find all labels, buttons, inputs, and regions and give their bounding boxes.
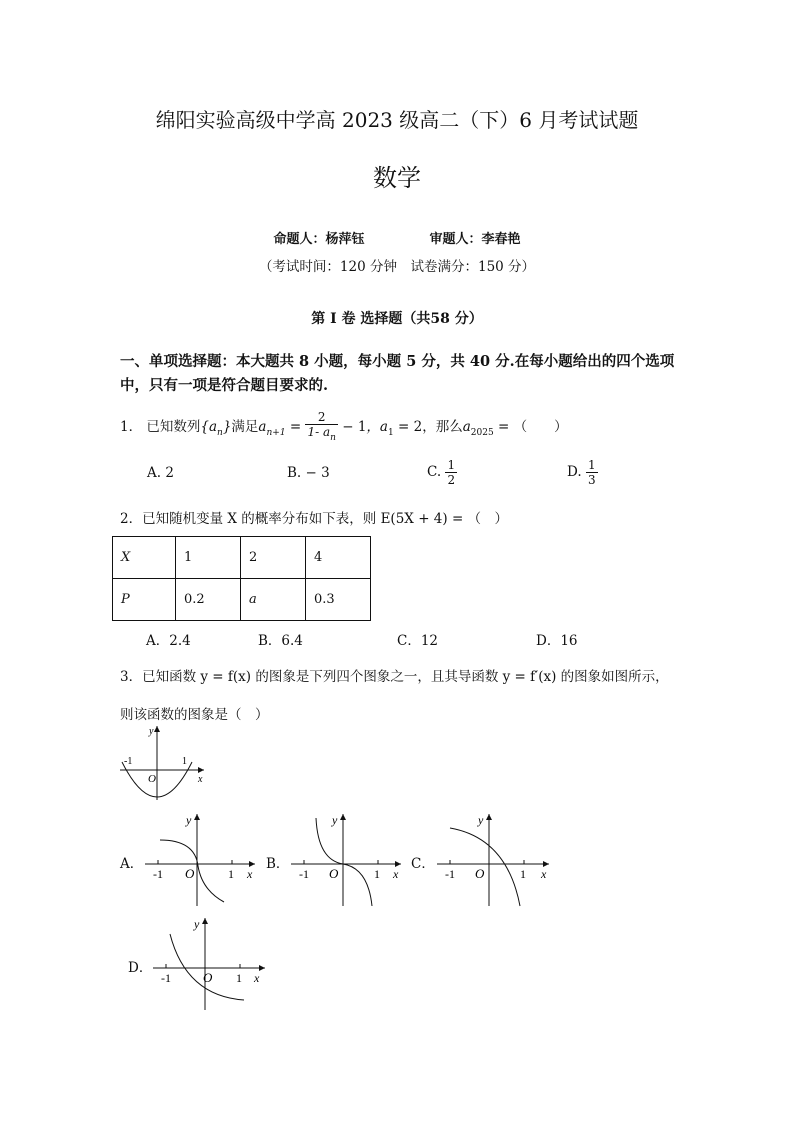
- svg-text:1: 1: [228, 867, 234, 881]
- svg-text:x: x: [247, 867, 253, 881]
- table-row: P 0.2 a 0.3: [113, 579, 371, 621]
- q1-option-d[interactable]: D. $\frac{1}{3}$: [567, 458, 596, 487]
- svg-text:x: x: [393, 867, 399, 881]
- q3-option-d-graph[interactable]: [148, 914, 270, 1014]
- graph-y-label: y: [149, 726, 154, 737]
- q3-option-b-label[interactable]: B．: [266, 856, 290, 872]
- q1-option-a[interactable]: A. 2: [147, 465, 174, 481]
- exam-title: 绵阳实验高级中学高 2023 级高二（下）6 月考试试题: [155, 108, 639, 132]
- svg-text:y: y: [332, 813, 338, 827]
- svg-text:O: O: [329, 866, 339, 881]
- q3-option-a-label[interactable]: A．: [120, 856, 144, 872]
- q3-option-c-graph[interactable]: [432, 810, 554, 910]
- subject-title: 数学: [373, 164, 421, 192]
- svg-text:1: 1: [236, 971, 242, 985]
- author: 命题人：杨萍钰: [273, 232, 365, 247]
- exam-time-info: （考试时间：120 分钟 试卷满分：150 分）: [258, 259, 536, 275]
- q2-option-b[interactable]: B．6.4: [258, 633, 303, 649]
- q3-option-b-graph[interactable]: [286, 810, 406, 910]
- graph-x-label: x: [198, 774, 203, 785]
- svg-text:1: 1: [520, 867, 526, 881]
- probability-table: [112, 536, 371, 621]
- q2-option-c[interactable]: C．12: [397, 633, 439, 649]
- svg-text:x: x: [254, 971, 260, 985]
- svg-text:-1: -1: [299, 867, 309, 881]
- q2-option-d[interactable]: D．16: [536, 633, 578, 649]
- q3-option-a-graph[interactable]: [140, 810, 260, 910]
- svg-text:1: 1: [374, 867, 380, 881]
- svg-text:x: x: [541, 867, 547, 881]
- derivative-graph: [112, 722, 212, 802]
- svg-text:y: y: [194, 917, 200, 931]
- svg-text:O: O: [203, 970, 213, 985]
- part-heading: 一、单项选择题：本大题共 8 小题，每小题 5 分，共 40 分.在每小题给出的四个选项中，只有一项是符合题目要求的.: [120, 353, 675, 394]
- graph-tick-1: 1: [182, 756, 187, 767]
- svg-text:y: y: [186, 813, 192, 827]
- q3-option-c-label[interactable]: C．: [411, 856, 435, 872]
- q1-option-b[interactable]: B. − 3: [287, 465, 330, 481]
- svg-text:y: y: [478, 813, 484, 827]
- q1-option-c[interactable]: C. $\frac{1}{2}$: [427, 458, 456, 487]
- section-title: 第 Ⅰ 卷 选择题（共58 分）: [311, 311, 483, 327]
- question-3-line2: 则该函数的图象是（ ）: [120, 707, 269, 723]
- recurrence-fraction: $\frac{2}{1- a_n}$: [307, 410, 336, 443]
- table-row: X 1 2 4: [113, 537, 371, 579]
- graph-origin: O: [148, 773, 156, 785]
- svg-text:-1: -1: [445, 867, 455, 881]
- svg-text:-1: -1: [161, 971, 171, 985]
- svg-text:O: O: [185, 866, 195, 881]
- reviewer: 审题人：李春艳: [429, 232, 521, 247]
- question-1: 1． 已知数列$\{a_n\}$满足$a_{n+1}$ = $\frac{2}{1- a_n}$ − 1，$a_1 = 2$，那么$a_{2025}$ = （ ）: [120, 410, 568, 443]
- question-2: 2．已知随机变量 X 的概率分布如下表，则 E(5X + 4) = （ ）: [120, 511, 509, 527]
- author-line: [0, 228, 794, 247]
- svg-text:O: O: [475, 866, 485, 881]
- q3-option-d-label[interactable]: D．: [128, 960, 153, 976]
- svg-text:-1: -1: [153, 867, 163, 881]
- graph-tick-neg1: -1: [124, 756, 133, 767]
- question-3: 3．已知函数 y = f(x) 的图象是下列四个图象之一，且其导函数 y = f′(x) 的图象如图所示，: [120, 669, 669, 685]
- q2-option-a[interactable]: A．2.4: [146, 633, 191, 649]
